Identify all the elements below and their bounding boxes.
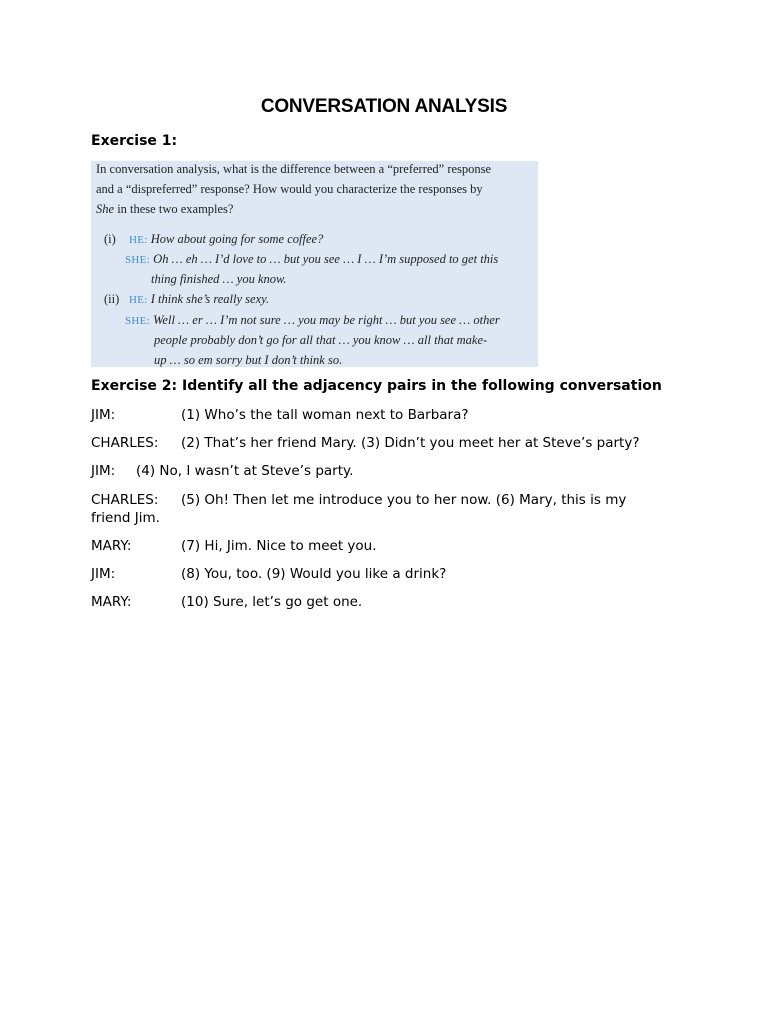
question-line: [96, 202, 233, 217]
utterance: How about going for some coffee?: [150, 232, 324, 246]
speaker-name: CHARLES:: [91, 492, 159, 508]
speaker-name: JIM:: [91, 407, 116, 423]
utterance: (10) Sure, let’s go get one.: [181, 594, 363, 610]
speaker-name: MARY:: [91, 594, 132, 610]
conversation-line: [91, 462, 353, 480]
utterance: Well … er … I’m not sure … you may be right … but you see … other: [153, 313, 500, 327]
conversation-line: [91, 593, 362, 611]
speaker-she-label: SHE:: [125, 254, 151, 266]
conversation-line: [91, 406, 469, 424]
utterance: I think she’s really sexy.: [150, 292, 270, 306]
she-emphasis: She: [96, 202, 115, 216]
conversation-line: [91, 565, 446, 583]
exercise-1-heading: Exercise 1:: [91, 133, 178, 149]
example-i-she: [125, 252, 498, 267]
speaker-she-label: SHE:: [125, 315, 151, 327]
utterance-continuation: up … so em sorry but I don’t think so.: [154, 353, 343, 367]
speaker-he-label: HE:: [129, 294, 148, 306]
speaker-name: JIM:: [91, 566, 116, 582]
page-title: CONVERSATION ANALYSIS: [260, 96, 508, 117]
speaker-name: JIM:: [91, 463, 116, 479]
speaker-he-label: HE:: [129, 234, 148, 246]
utterance-continuation: people probably don’t go for all that … you know … all that make-: [154, 333, 488, 347]
example-number: (ii): [104, 292, 120, 306]
utterance: (2) That’s her friend Mary. (3) Didn’t you meet her at Steve’s party?: [181, 435, 640, 451]
utterance: (5) Oh! Then let me introduce you to her now. (6) Mary, this is my friend Jim.: [91, 492, 627, 526]
utterance: (1) Who’s the tall woman next to Barbara?: [181, 407, 469, 423]
conversation-line: [91, 491, 651, 527]
textbook-excerpt-image: [91, 161, 538, 367]
speaker-name: MARY:: [91, 538, 132, 554]
question-line: In conversation analysis, what is the difference between a “preferred” response: [96, 162, 492, 176]
example-number: (i): [104, 232, 116, 246]
speaker-name: CHARLES:: [91, 435, 159, 451]
utterance: Oh … eh … I’d love to … but you see … I … I’m supposed to get this: [153, 252, 499, 266]
utterance: (7) Hi, Jim. Nice to meet you.: [181, 538, 377, 554]
example-ii-she: [125, 313, 500, 328]
conversation-line: [91, 537, 377, 555]
exercise-2-heading: Exercise 2: Identify all the adjacency pairs in the following conversation: [91, 378, 662, 394]
question-line: and a “dispreferred” response? How would you characterize the responses by: [96, 182, 483, 196]
utterance: (8) You, too. (9) Would you like a drink?: [181, 566, 447, 582]
question-line-text: in these two examples?: [117, 202, 234, 216]
utterance: (4) No, I wasn’t at Steve’s party.: [136, 463, 354, 479]
conversation-line: [91, 434, 639, 452]
utterance-continuation: thing finished … you know.: [151, 272, 287, 286]
